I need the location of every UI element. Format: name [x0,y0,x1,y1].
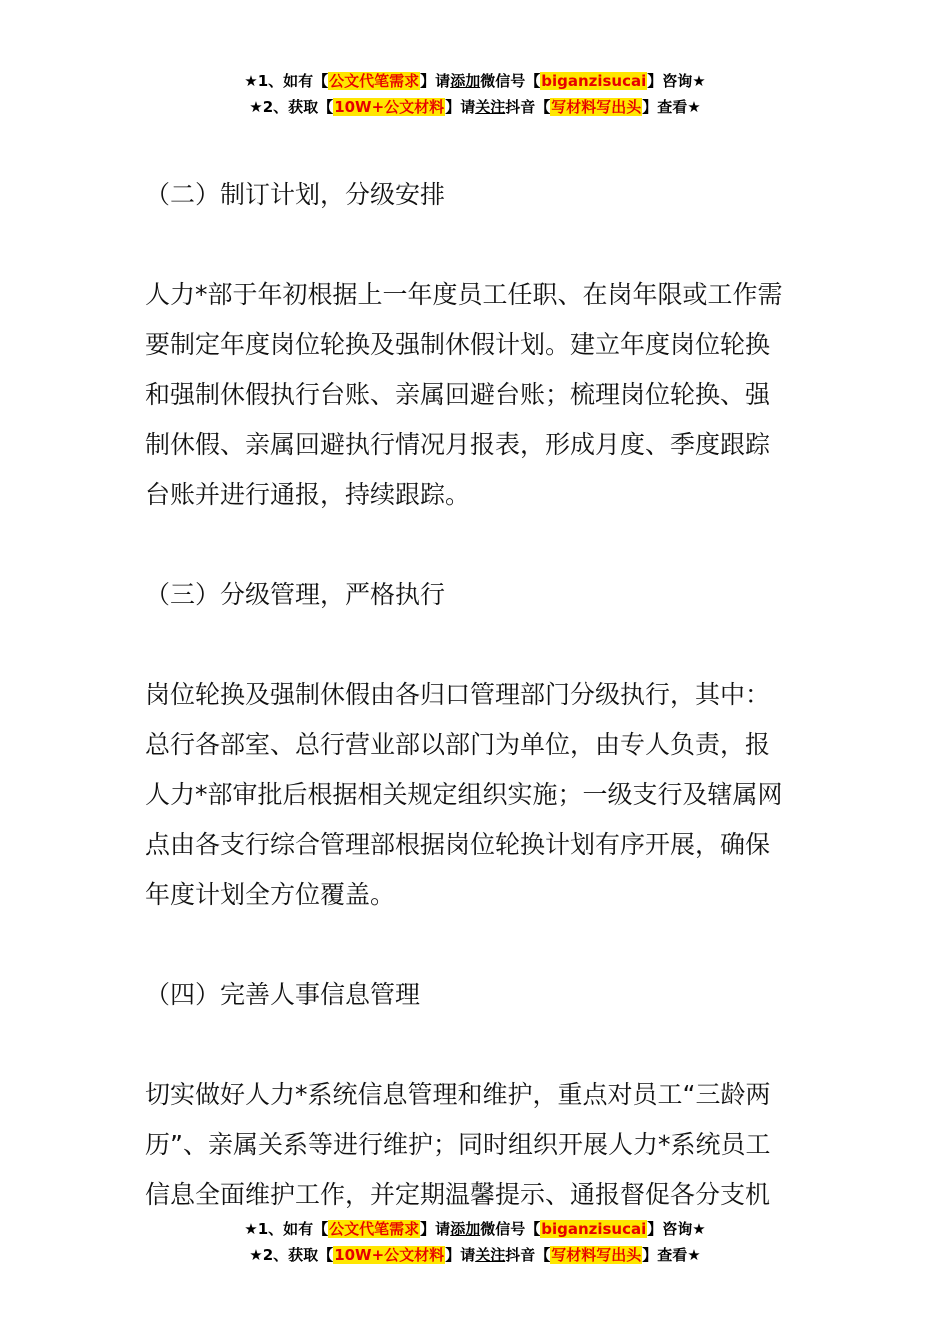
paragraph-line: 和强制休假执行台账、亲属回避台账；梳理岗位轮换、强 [145,380,771,409]
section-heading: （三）分级管理，严格执行 [145,580,446,609]
banner-text: ★1、如有【 [244,1220,329,1238]
banner-underlined-text: 关注 [475,1246,506,1264]
banner-highlight-materials: 10W+公文材料 [334,98,445,116]
section-paragraph [145,1070,809,1210]
banner-text: 抖音【 [505,1246,551,1264]
banner-line-2 [0,94,950,120]
paragraph-line: 制休假、亲属回避执行情况月报表，形成月度、季度跟踪 [145,430,771,459]
banner-highlight-service: 公文代笔需求 [329,1220,420,1238]
banner-highlight-douyin: 写材料写出头 [551,98,642,116]
banner-line-1 [0,68,950,94]
paragraph-line: 人力*部于年初根据上一年度员工任职、在岗年限或工作需 [145,280,783,309]
footer-banner [0,1216,950,1268]
banner-text: 】请 [445,98,476,116]
section-heading: （二）制订计划，分级安排 [145,180,446,209]
banner-text: 微信号【 [480,1220,541,1238]
banner-text: 】请 [420,72,451,90]
paragraph-line: 要制定年度岗位轮换及强制休假计划。建立年度岗位轮换 [145,330,771,359]
paragraph-line: 岗位轮换及强制休假由各归口管理部门分级执行，其中： [145,680,771,709]
banner-text: ★2、获取【 [249,98,334,116]
banner-underlined-text: 添加 [450,1220,481,1238]
section-paragraph [145,670,809,920]
banner-text: ★1、如有【 [244,72,329,90]
banner-text: 】请 [445,1246,476,1264]
section-paragraph [145,270,809,520]
paragraph-line: 总行各部室、总行营业部以部门为单位，由专人负责，报 [145,730,771,759]
banner-highlight-materials: 10W+公文材料 [334,1246,445,1264]
banner-text: 】请 [420,1220,451,1238]
paragraph-line: 点由各支行综合管理部根据岗位轮换计划有序开展，确保 [145,830,771,859]
paragraph-line: 人力*部审批后根据相关规定组织实施；一级支行及辖属网 [145,780,783,809]
banner-text: 微信号【 [480,72,541,90]
document-body [145,170,809,1210]
section-heading: （四）完善人事信息管理 [145,980,421,1009]
banner-text: ★2、获取【 [249,1246,334,1264]
paragraph-line: 台账并进行通报，持续跟踪。 [145,480,471,509]
banner-line-1 [0,1216,950,1242]
banner-text: 】查看★ [642,1246,701,1264]
banner-text: 抖音【 [505,98,551,116]
banner-highlight-douyin: 写材料写出头 [551,1246,642,1264]
header-banner [0,68,950,120]
banner-line-2 [0,1242,950,1268]
paragraph-line: 信息全面维护工作，并定期温馨提示、通报督促各分支机 [145,1180,771,1209]
banner-highlight-wechat: biganzisucai [541,1220,647,1238]
banner-highlight-service: 公文代笔需求 [329,72,420,90]
banner-text: 】查看★ [642,98,701,116]
banner-highlight-wechat: biganzisucai [541,72,647,90]
paragraph-line: 年度计划全方位覆盖。 [145,880,396,909]
banner-underlined-text: 关注 [475,98,506,116]
paragraph-line: 切实做好人力*系统信息管理和维护，重点对员工“三龄两 [145,1080,771,1109]
banner-text: 】咨询★ [647,1220,706,1238]
paragraph-line: 历”、亲属关系等进行维护；同时组织开展人力*系统员工 [145,1130,771,1159]
banner-text: 】咨询★ [647,72,706,90]
banner-underlined-text: 添加 [450,72,481,90]
